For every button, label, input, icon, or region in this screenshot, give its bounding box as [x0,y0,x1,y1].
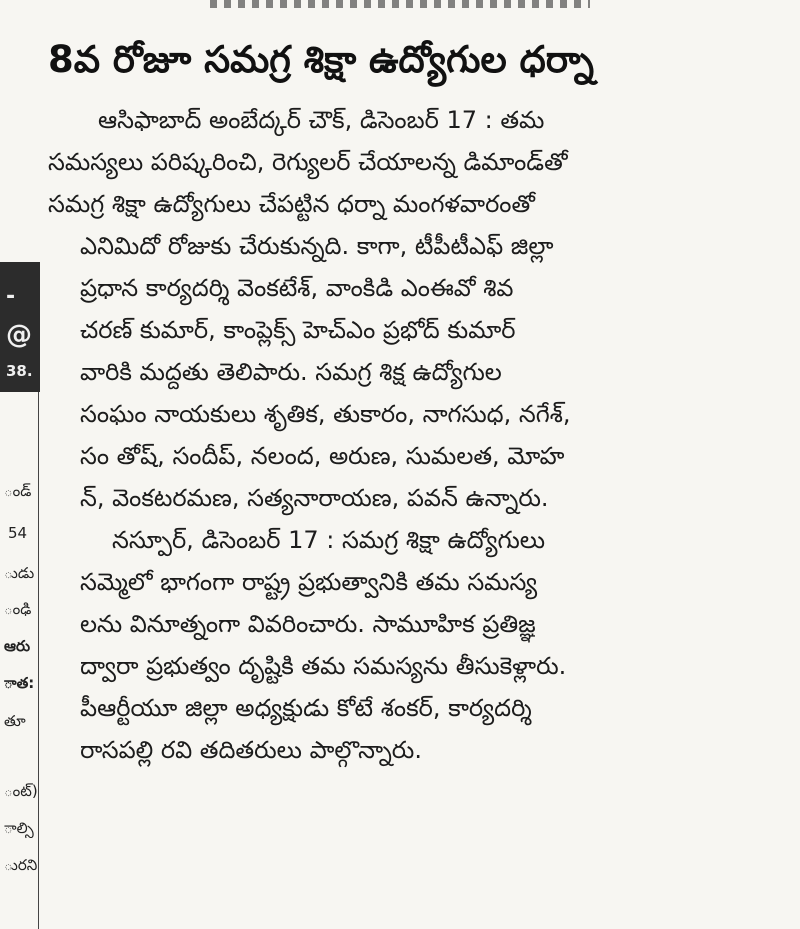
article-line: న్, వెంకటరమణ, సత్యనారాయణ, పవన్ ఉన్నారు. [80,484,549,512]
ad-fragment: @ [6,320,32,350]
adjacent-text-fragment: ాత: [4,674,35,692]
adjacent-ad-box [0,262,40,392]
adjacent-text-fragment: ంఢి [4,600,32,618]
article-line: లను వినూత్నంగా వివరించారు. సామూహిక ప్రతిజ్ఞ [80,610,536,638]
article-line: సంఘం నాయకులు శృతిక, తుకారం, నాగసుధ, నగేశ్, [80,400,571,428]
adjacent-text-fragment: ండ్ [4,482,32,500]
article-line: వారికి మద్దతు తెలిపారు. సమగ్ర శిక్ష ఉద్యోగుల [80,358,502,386]
ad-fragment: - [6,284,16,309]
article-line: పీఆర్టీయూ జిల్లా అధ్యక్షుడు కోటే శంకర్, కార్యదర్శి [80,694,532,722]
article-headline: 8వ రోజూ సమగ్ర శిక్షా ఉద్యోగుల ధర్నా [48,38,594,81]
article-line: ద్వారా ప్రభుత్వం దృష్టికి తమ సమస్యను తీసుకెళ్లారు. [80,652,567,680]
adjacent-column-clipped [0,262,40,929]
article-line: ఎనిమిదో రోజుకు చేరుకున్నది. కాగా, టీపీటీఎఫ్ జిల్లా [80,232,554,260]
article-line: సం తోష్, సందీప్, నలంద, అరుణ, సుమలత, మోహ [80,442,565,470]
article-line: ఆసిఫాబాద్ అంబేద్కర్ చౌక్, డిసెంబర్ 17 : తమ [98,106,545,134]
article-line: సమగ్ర శిక్షా ఉద్యోగులు చేపట్టిన ధర్నా మంగళవారంతో [48,190,535,218]
article-line: సమస్యలు పరిష్కరించి, రెగ్యులర్ చేయాలన్న డిమాండ్‌తో [48,148,568,176]
adjacent-text-fragment: తూ [4,712,26,730]
article-line: ప్రధాన కార్యదర్శి వెంకటేశ్, వాంకిడి ఎంఈవో శివ [80,274,514,302]
article-line: రాసపల్లి రవి తదితరులు పాల్గొన్నారు. [80,736,422,764]
clipped-text-remnant [210,0,590,8]
article-line: నస్పూర్, డిసెంబర్ 17 : సమగ్ర శిక్షా ఉద్యోగులు [112,526,546,554]
adjacent-text-fragment: ుడు [4,564,35,582]
adjacent-text-fragment: ఆరు [4,637,31,655]
adjacent-text-fragment: ంట్) [4,782,38,800]
article-line: చరణ్ కుమార్, కాంప్లెక్స్ హెచ్‌ఎం ప్రభోద్ కుమార్ [80,316,516,344]
column-divider [38,392,39,929]
adjacent-text-fragment: ాల్సి [4,819,34,837]
ad-fragment: 38. [6,362,33,380]
article-line: సమ్మెలో భాగంగా రాష్ట్ర ప్రభుత్వానికి తమ సమస్య [80,568,538,596]
previous-article-clipped [0,0,800,22]
adjacent-text-fragment: 54 [8,524,28,542]
adjacent-text-fragment: ురని [4,856,38,874]
